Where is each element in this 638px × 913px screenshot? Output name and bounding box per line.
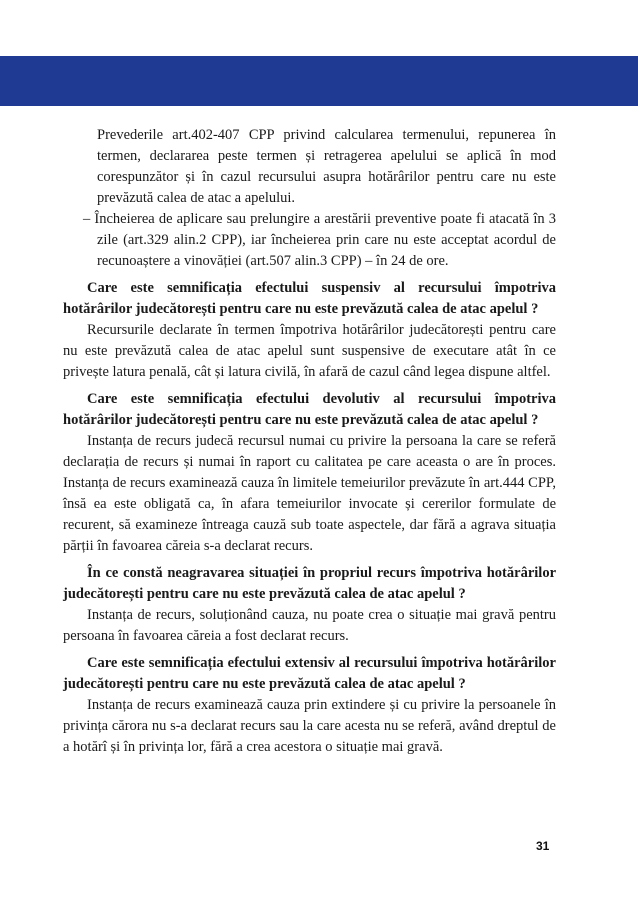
header-band [0, 56, 638, 106]
list-item: – Încheierea de aplicare sau prelungire a arestării preventive poate fi atacată în 3 zile (art.329 alin.2 CPP), iar încheierea prin care nu este acceptat acordul de recunoaștere a vinovăției (art.507 alin.3 CPP) – în 24 de ore. [83, 211, 556, 269]
page-number: 31 [536, 839, 550, 853]
question: Care este semnificația efectului suspensiv al recursului împotriva hotărârilor judecătorești pentru care nu este prevăzută calea de atac apelul ? [63, 280, 556, 317]
answer: Instanța de recurs, soluționând cauza, nu poate crea o situație mai gravă pentru persoana în favoarea căreia a fost declarat recurs. [63, 607, 556, 644]
answer: Instanța de recurs examinează cauza prin extindere și cu privire la persoanele în privința cărora nu s-a declarat recurs sau la care acesta nu se referă, având dreptul de a hotărî și în privința lor, fără a crea acestora o situație mai gravă. [63, 697, 556, 755]
page-body [63, 125, 556, 758]
question: Care este semnificația efectului devolutiv al recursului împotriva hotărârilor judecătorești pentru care nu este prevăzută calea de atac apelul ? [63, 391, 556, 428]
answer: Recursurile declarate în termen împotriva hotărârilor judecătorești pentru care nu este prevăzută calea de atac apelul sunt suspensive de executare atât în ce privește latura penală, cât și latura civilă, în afară de cazul când legea dispune altfel. [63, 322, 556, 380]
answer: Instanța de recurs judecă recursul numai cu privire la persoana la care se referă declarația de recurs și numai în raport cu calitatea pe care aceasta o are în proces. Instanța de recurs examinează cauza în limitele temeiurilor prevăzute în art.444 CPP, însă ea este obligată ca, în afara temeiurilor invocate și cererilor formulate de recurent, să examineze întreaga cauză sub toate aspectele, dar fără a agrava situația părții în favoarea căreia s-a declarat recurs. [63, 433, 556, 554]
question: Care este semnificația efectului extensiv al recursului împotriva hotărârilor judecătorești pentru care nu este prevăzută calea de atac apelul ? [63, 655, 556, 692]
paragraph: Prevederile art.402-407 CPP privind calcularea termenului, repunerea în termen, declararea peste termen și retragerea apelului se aplică în mod corespunzător și în cazul recursului asupra hotărârilor pentru care nu este prevăzută calea de atac a apelului. [97, 127, 556, 206]
question: În ce constă neagravarea situației în propriul recurs împotriva hotărârilor judecătorești pentru care nu este prevăzută calea de atac apelul ? [63, 565, 556, 602]
